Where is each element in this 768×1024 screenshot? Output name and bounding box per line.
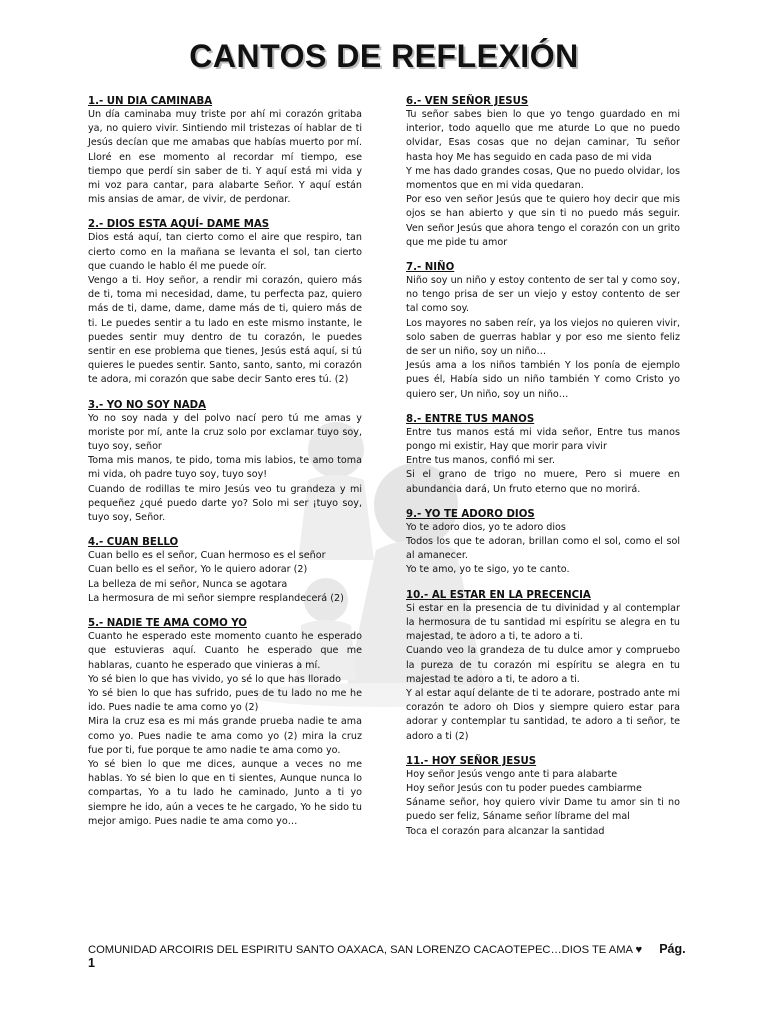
song-verse: Yo no soy nada y del polvo nací pero tú me amas y moriste por mí, ante la cruz solo por exclamar tuyo soy, tuyo soy, señor	[88, 412, 362, 453]
song-verse: Yo te amo, yo te sigo, yo te canto.	[406, 564, 570, 576]
song-6	[406, 96, 680, 250]
left-column	[88, 96, 362, 841]
song-heading: 9.- YO TE ADORO DIOS	[406, 508, 535, 520]
song-5	[88, 618, 362, 829]
song-3	[88, 400, 362, 526]
song-1	[88, 96, 362, 207]
song-verse: Todos los que te adoran, brillan como el sol, como el sol al amanecer.	[406, 536, 680, 562]
song-heading: 11.- HOY SEÑOR JESUS	[406, 755, 537, 767]
song-heading: 10.- AL ESTAR EN LA PRECENCIA	[406, 589, 591, 601]
song-verse: Por eso ven señor Jesús que te quiero hoy decir que mis ojos se han abierto y que sin ti no puedo más seguir. Ven señor Jesús que ahora tengo el corazón con un grito que me pide tu amor	[406, 194, 680, 248]
song-verse: Hoy señor Jesús vengo ante ti para alabarte	[406, 768, 618, 780]
song-9	[406, 509, 680, 578]
song-verse: Cuando veo la grandeza de tu dulce amor y compruebo la pureza de tu corazón mi espíritu se alegra en tu majestad te adoro a ti, te adoro a ti.	[406, 645, 680, 685]
song-heading: 7.- NIÑO	[406, 262, 455, 274]
song-verse: Los mayores no saben reír, ya los viejos no quieren vivir, solo saben de guerras hablar y por eso me siento feliz de ser un niño, soy un niño…	[406, 317, 680, 358]
footer-text: COMUNIDAD ARCOIRIS DEL ESPIRITU SANTO OAXACA, SAN LORENZO CACAOTEPEC…DIOS TE AMA ♥	[88, 944, 643, 956]
page-title: CANTOS DE REFLEXIÓN	[189, 38, 579, 74]
song-heading: 8.- ENTRE TUS MANOS	[406, 413, 535, 425]
song-verse: Yo sé bien lo que me dices, aunque a veces no me hablas. Yo sé bien lo que en ti sientes, Aunque nunca lo compartas, Yo a tu lado he caminado, Junto a ti yo siempre he ido, aún a veces te he cargado, Yo he sido tu mejor amigo. Pues nadie te ama como yo…	[88, 758, 362, 827]
song-verse: Si estar en la presencia de tu divinidad y al contemplar la hermosura de tu santidad mi espíritu se alegra en tu majestad, te adoro a ti, te adoro a ti.	[406, 602, 680, 643]
song-verse: Hoy señor Jesús con tu poder puedes cambiarme	[406, 782, 642, 794]
song-verse: Cuando de rodillas te miro Jesús veo tu grandeza y mi pequeñez ¿qué puedo darte yo? Solo mi ser ¡tuyo soy, tuyo soy, Señor.	[88, 483, 362, 524]
song-verse: Toca el corazón para alcanzar la santidad	[406, 825, 605, 837]
song-10	[406, 590, 680, 744]
song-heading: 6.- VEN SEÑOR JESUS	[406, 96, 529, 107]
song-verse: Yo sé bien lo que has sufrido, pues de tu lado no me he ido. Pues nadie te ama como yo (2)	[88, 687, 362, 714]
song-verse: La hermosura de mi señor siempre resplandecerá (2)	[88, 592, 344, 604]
song-verse: Dios está aquí, tan cierto como el aire que respiro, tan cierto como en la mañana se levanta el sol, tan cierto que cuando le hablo él me puede oír.	[88, 232, 362, 272]
song-verse: Si el grano de trigo no muere, Pero si muere en abundancia dará, Un fruto eterno que no morirá.	[406, 469, 680, 495]
song-verse: Cuan bello es el señor, Yo le quiero adorar (2)	[88, 564, 308, 576]
song-verse: Cuan bello es el señor, Cuan hermoso es el señor	[88, 550, 326, 562]
song-7	[406, 262, 680, 402]
song-verse: Y me has dado grandes cosas, Que no puedo olvidar, los momentos que en mi vida quedaran.	[406, 165, 680, 192]
song-verse: Tu señor sabes bien lo que yo tengo guardado en mi interior, todo aquello que me aturde Lo que no puedo olvidar, Esas cosas que no dejan caminar, Tu señor hasta hoy Me has seguido en cada paso de mi vida	[406, 109, 680, 163]
song-verse: Mira la cruz esa es mi más grande prueba nadie te ama como yo. Pues nadie te ama como yo (2) mira la cruz fue por ti, fue porque te amo nadie te ama como yo.	[88, 716, 362, 756]
song-verse: Un día caminaba muy triste por ahí mi corazón gritaba ya, no quiero vivir. Sintiendo mil tristezas oí hablar de ti Jesús decían que me amabas que habías muerto por mí. Lloré en ese momento al recordar mí tiempo, ese tiempo que perdí sin saber de ti. Y aquí está mi vida y mi voz para cantar, para alabarte Señor. Y aquí están mis ansias de amar, de vivir, de perdonar.	[88, 109, 362, 206]
song-verse: Niño soy un niño y estoy contento de ser tal y como soy, no tengo prisa de ser un viejo y estoy contento de ser tal como soy.	[406, 275, 680, 315]
page-number: Pág. 1	[88, 942, 686, 970]
footer	[88, 942, 688, 970]
song-8	[406, 414, 680, 497]
song-2	[88, 219, 362, 387]
song-verse: Toma mis manos, te pido, toma mis labios, te amo toma mi vida, oh padre tuyo soy, tuyo soy!	[88, 455, 362, 481]
song-verse: Sáname señor, hoy quiero vivir Dame tu amor sin ti no puedo ser feliz, Sáname señor líbrame del mal	[406, 797, 680, 823]
song-11	[406, 756, 680, 839]
song-verse: Cuanto he esperado este momento cuanto he esperado que estuvieras aquí. Cuanto he esperado que me hablaras, cuanto he esperado que vinieras a mí.	[88, 631, 362, 671]
song-verse: Yo sé bien lo que has vivido, yo sé lo que has llorado	[88, 673, 341, 685]
song-verse: Entre tus manos, confió mi ser.	[406, 455, 556, 467]
song-verse: Jesús ama a los niños también Y los ponía de ejemplo pues él, Había sido un niño también Y como Cristo yo quiero ser, Un niño, soy un niño…	[406, 360, 680, 400]
song-heading: 2.- DIOS ESTA AQUÍ- DAME MAS	[88, 219, 270, 231]
song-heading: 3.- YO NO SOY NADA	[88, 399, 206, 411]
song-heading: 4.- CUAN BELLO	[88, 537, 179, 549]
song-verse: Entre tus manos está mi vida señor, Entre tus manos pongo mi existir, Hay que morir para vivir	[406, 426, 680, 453]
song-verse: Y al estar aquí delante de ti te adorare, postrado ante mi corazón te adoro oh Dios y siempre quiero estar para adorar y contemplar tu santidad, te adoro a ti señor, te adoro a ti (2)	[406, 687, 680, 742]
song-4	[88, 537, 362, 606]
song-verse: La belleza de mi señor, Nunca se agotara	[88, 578, 288, 590]
right-column	[406, 96, 680, 851]
song-heading: 5.- NADIE TE AMA COMO YO	[88, 618, 247, 630]
song-verse: Vengo a ti. Hoy señor, a rendir mi corazón, quiero más de ti, toma mi necesidad, dame, tu perfecta paz, quiero más de ti, dame, dame, dame más de ti, quiero más de ti. Le puedes sentir a tu lado en este mismo instante, le puedes sentir muy dentro de tu corazón, le puedes sentir en ese problema que tienes, Jesús está aquí, si tú quieres le puedes sentir. Santo, santo, santo, mi corazón te adora, mi corazón que sabe decir Santo eres tú. (2)	[88, 275, 362, 386]
song-verse: Yo te adoro dios, yo te adoro dios	[406, 521, 566, 533]
song-heading: 1.- UN DIA CAMINABA	[88, 96, 213, 107]
